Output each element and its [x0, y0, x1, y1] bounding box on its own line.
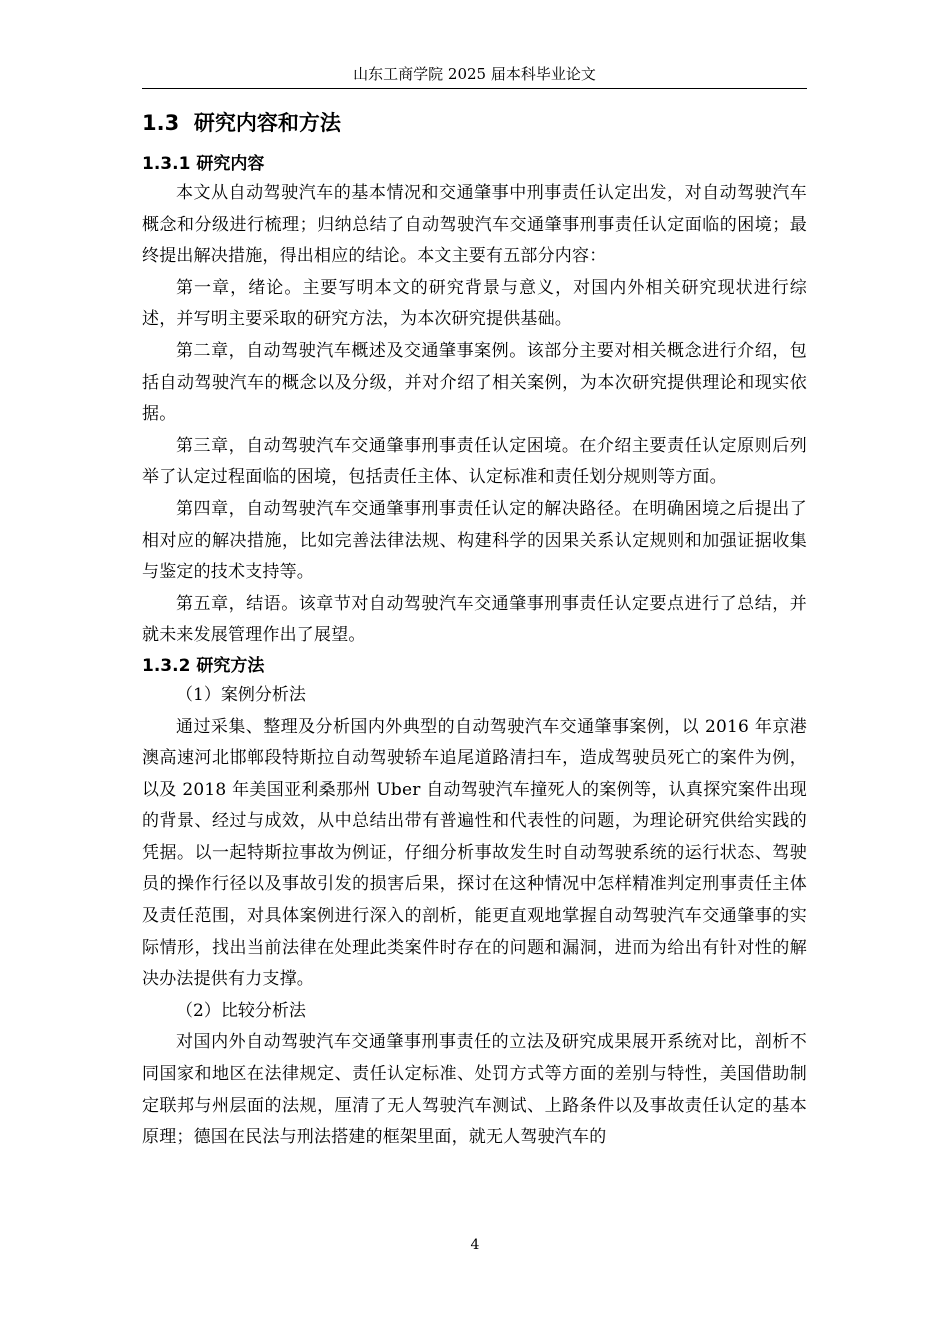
- paragraph: 第五章，结语。该章节对自动驾驶汽车交通肇事刑事责任认定要点进行了总结，并就未来发展管理作出了展望。: [142, 593, 807, 646]
- section-title: 研究内容和方法: [193, 111, 341, 135]
- paragraph: 第四章，自动驾驶汽车交通肇事刑事责任认定的解决路径。在明确困境之后提出了相对应的解决措施，比如完善法律法规、构建科学的因果关系认定规则和加强证据收集与鉴定的技术支持等。: [142, 498, 807, 583]
- subsection-heading-methods: 1.3.2 研究方法: [142, 655, 265, 676]
- subsection-heading-content: 1.3.1 研究内容: [142, 154, 265, 174]
- paragraph: 第一章，绪论。主要写明本文的研究背景与意义，对国内外相关研究现状进行综述，并写明主要采取的研究方法，为本次研究提供基础。: [142, 277, 807, 330]
- paragraph: 本文从自动驾驶汽车的基本情况和交通肇事中刑事责任认定出发，对自动驾驶汽车概念和分级进行梳理；归纳总结了自动驾驶汽车交通肇事刑事责任认定面临的困境；最终提出解决措施，得出相应的结论。本文主要有五部分内容：: [142, 183, 807, 267]
- header-rule: [142, 88, 807, 89]
- page-content: [142, 108, 807, 1154]
- page-number: 4: [470, 1237, 480, 1253]
- paragraph: 对国内外自动驾驶汽车交通肇事刑事责任的立法及研究成果展开系统对比，剖析不同国家和地区在法律规定、责任认定标准、处罚方式等方面的差别与特性，美国借助制定联邦与州层面的法规，厘清了无人驾驶汽车测试、上路条件以及事故责任认定的基本原理；德国在民法与刑法搭建的框架里面，就无人驾驶汽车的: [142, 1032, 807, 1148]
- paragraph: 通过采集、整理及分析国内外典型的自动驾驶汽车交通肇事案例，以 2016 年京港澳高速河北邯郸段特斯拉自动驾驶轿车追尾道路清扫车，造成驾驶员死亡的案件为例，以及 2018 年美国亚利桑那州 Uber 自动驾驶汽车撞死人的案例等，认真探究案件出现的背景、经过与成效，从中总结出带有普遍性和代表性的问题，为理论研究供给实践的凭据。以一起特斯拉事故为例证，仔细分析事故发生时自动驾驶系统的运行状态、驾驶员的操作行径以及事故引发的损害后果，探讨在这种情况中怎样精准判定刑事责任主体及责任范围，对具体案例进行深入的剖析，能更直观地掌握自动驾驶汽车交通肇事的实际情形，找出当前法律在处理此类案件时存在的问题和漏洞，进而为给出有针对性的解决办法提供有力支撑。: [142, 716, 807, 990]
- paragraph: 第二章，自动驾驶汽车概述及交通肇事案例。该部分主要对相关概念进行介绍，包括自动驾驶汽车的概念以及分级，并对介绍了相关案例，为本次研究提供理论和现实依据。: [142, 340, 807, 425]
- method-label-comparative-analysis: （2）比较分析法: [176, 1000, 306, 1021]
- section-number: 1.3: [142, 111, 180, 135]
- section-heading: [142, 108, 807, 138]
- method-label-case-analysis: （1）案例分析法: [176, 684, 306, 705]
- paragraph: 第三章，自动驾驶汽车交通肇事刑事责任认定困境。在介绍主要责任认定原则后列举了认定过程面临的困境，包括责任主体、认定标准和责任划分规则等方面。: [142, 435, 807, 488]
- page-header: 山东工商学院 2025 届本科毕业论文: [353, 65, 596, 83]
